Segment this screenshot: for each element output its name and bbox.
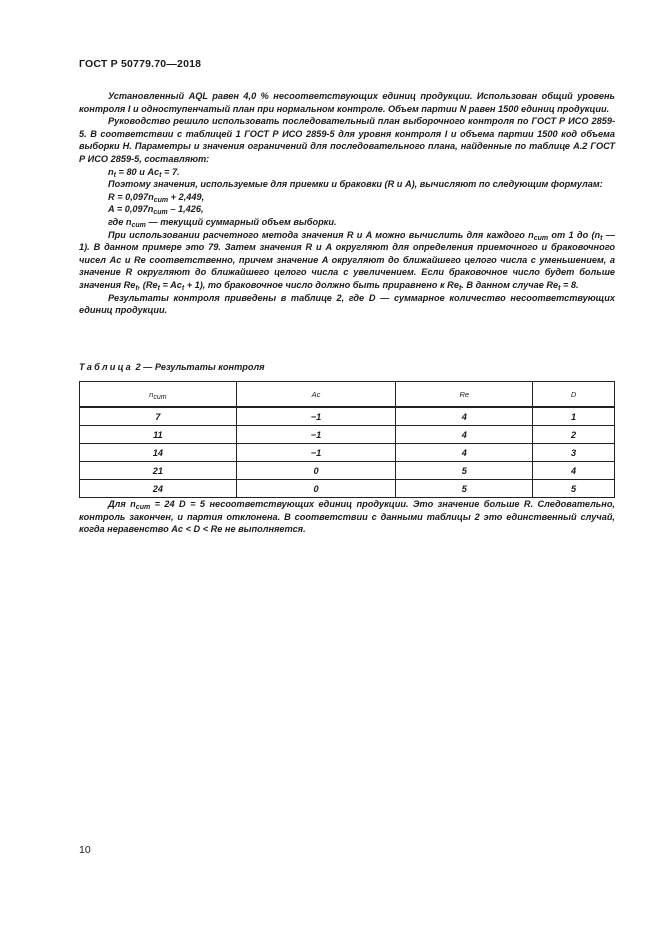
cell-re: 4 [396,444,533,462]
cell-ac: 0 [236,462,396,480]
header-d: D [533,382,615,408]
cell-d: 5 [533,480,615,498]
paragraph-aql: Установленный AQL равен 4,0 % несоответствующих единиц продукции. Использован общий уровень контроля I и одноступенчатый план при нормальном контроле. Объем партии N равен 1500 единиц продукции. [79,91,615,114]
cell-ncum: 21 [80,462,237,480]
header-ac: Ac [236,382,396,408]
cell-re: 4 [396,407,533,426]
results-table [79,381,615,498]
table-row [80,462,615,480]
paragraph-formulas-intro: Поэтому значения, используемые для приемки и браковки (R и A), вычисляют по следующим формулам: [108,179,603,190]
cell-ncum: 14 [80,444,237,462]
conclusion-paragraph: Для $n_{cum} = 24$ D = 5 несоответствующих единиц продукции. Это значение больше R. Следовательно, контроль закончен, и партия отклонена. В соответствии с данными таблицы 2 это единственный случай, когда неравенство Ac < D < Re не выполняется. [79,499,615,535]
cell-d: 1 [533,407,615,426]
cell-ac: −1 [236,407,396,426]
formula-a: $A = 0,097n_{cum} - 1,426$, [108,204,204,217]
header-re: Re [396,382,533,408]
table-row [80,426,615,444]
document-code-header: ГОСТ Р 50779.70—2018 [79,58,202,70]
page-number: 10 [79,844,91,856]
header-ncum: $n_{cum}$ [80,382,237,408]
cell-ac: 0 [236,480,396,498]
table-row [80,444,615,462]
formula-legend: где $n_{cum}$ — текущий суммарный объем выборки. [108,216,337,229]
cell-ncum: 11 [80,426,237,444]
cell-re: 4 [396,426,533,444]
paragraph-results-intro: Результаты контроля приведены в таблице 2, где D — суммарное количество несоответствующих единиц продукции. [79,292,615,316]
cell-ac: −1 [236,444,396,462]
cell-d: 3 [533,444,615,462]
cell-d: 4 [533,462,615,480]
paragraph-calculation-method: При использовании расчетного метода значения R и A можно вычислить для каждого $n_{cum}$ от 1 до ($n_t$ — 1). В данном примере это 79. Затем значения R и A округляют для определения приемочного и браковочного чисел Ac и Re соответственно, причем значение A округляют до ближайшего целого числа с уменьшением, а значение R округляют до ближайшего целого числа с увеличением. Если браковочное число будет больше значения $Re_t$, $(Re_t = Ac_t + 1)$, то браковочное число должно быть приравнено к $Re_t$. В данном случае $Re_t = 8$. [79,229,615,292]
table-caption: Таблица 2 — Результаты контроля [79,362,265,372]
table-row [80,480,615,498]
cell-re: 5 [396,480,533,498]
cell-ac: −1 [236,426,396,444]
body-text [79,90,615,317]
cell-ncum: 7 [80,407,237,426]
table-header-row [80,382,615,408]
cell-d: 2 [533,426,615,444]
table-row [80,407,615,426]
cell-re: 5 [396,462,533,480]
formula-r: $R = 0,097n_{cum} + 2,449$, [108,191,205,204]
paragraph-plan-parameters: $n_t = 80$ и $Ac_t = 7$. [108,166,180,179]
paragraph-sequential-plan: Руководство решило использовать последовательный план выборочного контроля по ГОСТ Р ИСО 2859-5. В соответствии с таблицей 1 ГОСТ Р ИСО 2859-5 для уровня контроля I и объема партии 1500 код объема выборки H. Параметры и значения ограничений для последовательного плана, найденные по таблице А.2 ГОСТ Р ИСО 2859-5, составляют: [79,116,615,164]
cell-ncum: 24 [80,480,237,498]
